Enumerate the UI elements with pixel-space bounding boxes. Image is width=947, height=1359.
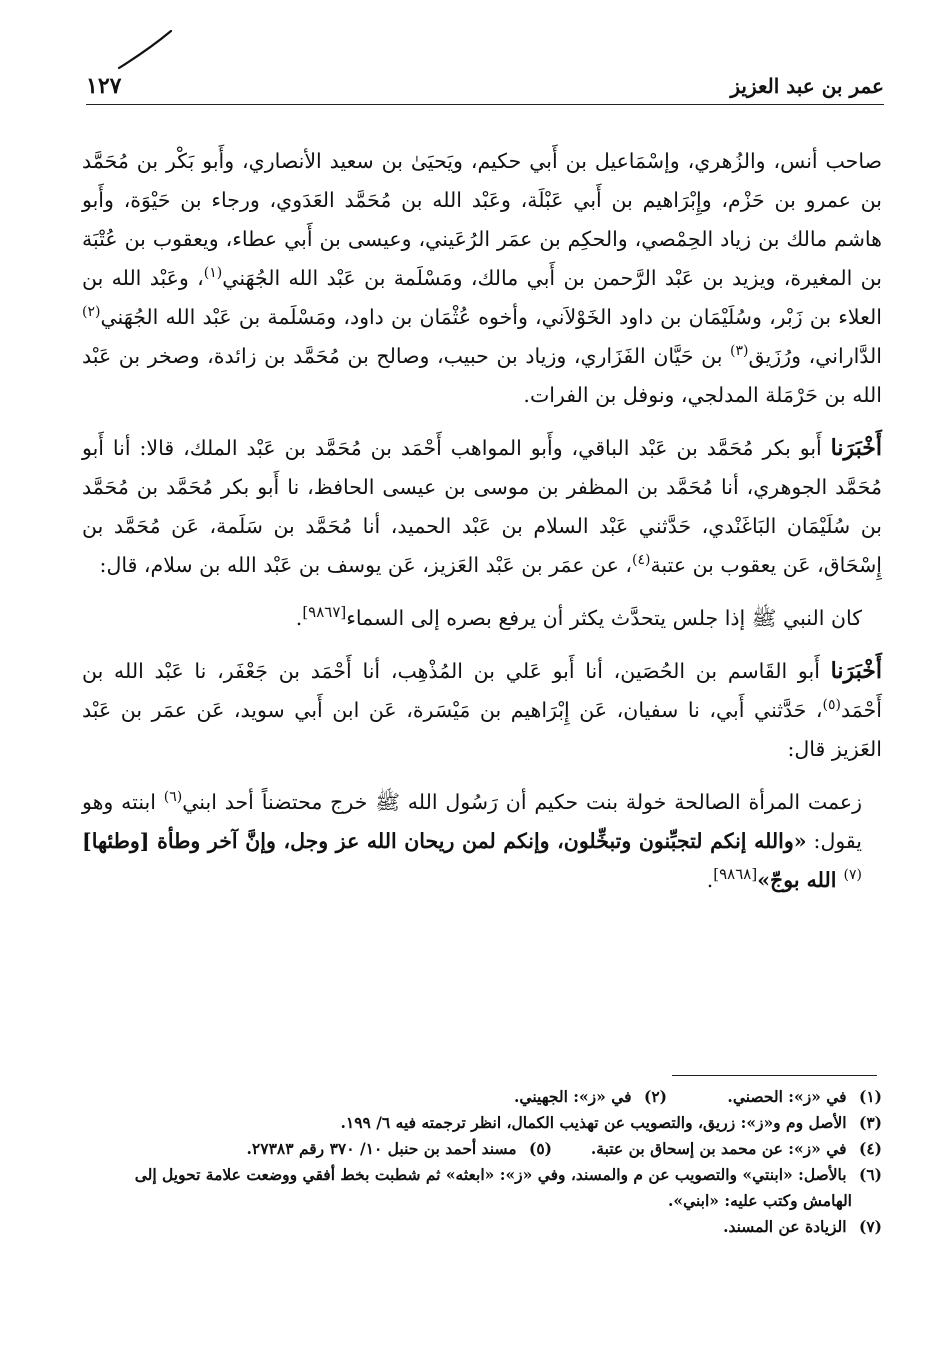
- footnote-3: [90, 1110, 882, 1136]
- paragraph-text: ، حَدَّثني أَبي، نا سفيان، عَن إِبْرَاهيم بن مَيْسَرة، عَن ابن أَبي سويد، عَن عمَر بن عَبْد العَزيز قال:: [82, 698, 882, 761]
- footnote-6-continued: [90, 1188, 882, 1214]
- footnote-7: [90, 1214, 882, 1240]
- akhbarana-lead: أَخْبَرَنا: [830, 435, 882, 461]
- footnote-separator: [672, 1075, 877, 1076]
- footnote-6: [90, 1162, 882, 1188]
- paragraph-isnad-1: [82, 429, 882, 585]
- footnote-ref: (٢): [82, 304, 101, 321]
- akhbarana-lead: أَخْبَرَنا: [830, 658, 882, 684]
- paragraph-isnad-2: [82, 652, 882, 769]
- prophet-saying-end: الله بوجّ»: [757, 868, 844, 892]
- footnote-text: الزيادة عن المسند.: [723, 1217, 847, 1236]
- footnote-number: (٢): [643, 1087, 667, 1106]
- footnote-ref: (٥): [822, 697, 842, 714]
- paragraph-narrators: [82, 142, 882, 415]
- footnote-text: في «ز»: الحصني.: [727, 1087, 847, 1106]
- footnote-number: (٣): [858, 1113, 882, 1132]
- prophet-saying: «والله إنكم لتجبِّنون وتبخِّلون، وإنكم لمن ريحان الله عز وجل، وإنَّ آخر وطأة [وطئها]: [82, 829, 807, 853]
- paragraph-text: الدَّاراني، ورُزَيق: [748, 344, 882, 368]
- period: .: [706, 868, 714, 892]
- footnote-ref: (٧): [843, 867, 862, 884]
- footnote-number: (٥): [528, 1139, 552, 1158]
- hadith-number: [٩٨٦٧]: [302, 603, 347, 622]
- paragraph-text: بن حَيَّان الفَزَاري، وزياد بن حبيب، وصالح بن مُحَمَّد بن زائدة، وصخر بن عَبْد الله بن حَرْمَلة المدلجي، ونوفل بن الفرات.: [82, 344, 882, 407]
- hadith-quote-1: كان النبي ﷺ إذا جلس يتحدَّث يكثر أن يرفع بصره إلى السماء[٩٨٦٧].: [295, 603, 862, 630]
- footnote-ref: (١): [203, 265, 223, 282]
- paragraph-text: صاحب أنس، والزُهري، وإسْمَاعيل بن أَبي حكيم، ويَحيَىٰ بن سعيد الأنصاري، وأَبو بَكْر بن مُحَمَّد بن عمرو بن حَزْم، وإِبْرَاهيم بن أَبي عَبْلَة، وعَبْد الله بن مُحَمَّد العَدَوي، ورجاء بن حَيْوَة، وأَبو هاشم مالك بن زياد الحِمْصي، والحكِم بن عمَر الرُعَيني، وعيسى بن أَبي عطاء، ويعقوب بن عُتْبَة بن المغيرة، ويزيد بن عَبْد الرَّحمن بن أَبي مالك، ومَسْلَمة بن عَبْد الله الجُهَني: [82, 149, 882, 290]
- paragraph-text: ، وعَبْد الله بن العلاء بن زَبْر، وسُلَيْمَان بن داود الخَوْلاَني، وأخوه عُثْمَان بن داود، ومَسْلَمة بن عَبْد الله الجُهَني: [82, 266, 882, 329]
- footnote-ref: (٤): [631, 552, 651, 569]
- hadith-number: [٩٨٦٨]: [713, 865, 758, 884]
- footnote-1: [667, 1084, 882, 1110]
- page-header: [86, 72, 884, 105]
- handwritten-pen-mark: [115, 28, 175, 73]
- quote-text: كان النبي ﷺ إذا جلس يتحدَّث يكثر أن يرفع بصره إلى السماء: [346, 606, 862, 630]
- footnote-text: مسند أحمد بن حنبل ١٠/ ٣٧٠ رقم ٢٧٣٨٣.: [246, 1139, 517, 1158]
- footnote-ref: (٣): [730, 343, 749, 360]
- footnote-row: [90, 1136, 882, 1162]
- footnote-2: [514, 1084, 667, 1110]
- hadith-quote-2: [82, 783, 882, 900]
- footnote-number: (٤): [858, 1139, 882, 1158]
- paragraph-text: أَبو القَاسم بن الحُصَين، أنا أَبو عَلي بن المُذْهِب، أنا أَحْمَد بن جَعْفَر، نا عَبْد الله بن أَحْمَد: [82, 659, 882, 722]
- footnote-number: (٧): [858, 1217, 882, 1236]
- quote-text: زعمت المرأة الصالحة خولة بنت حكيم أن رَسُول الله ﷺ خرج محتضناً أحد ابني: [182, 790, 862, 814]
- running-title: عمر بن عبد العزيز: [730, 74, 884, 98]
- footnotes: [90, 1084, 882, 1240]
- quote-text: ابنته وهو يقول:: [82, 790, 862, 853]
- footnote-row: [90, 1084, 882, 1110]
- paragraph-text: أَبو بكر مُحَمَّد بن عَبْد الباقي، وأَبو المواهب أَحْمَد بن مُحَمَّد بن عَبْد الملك، قالا: أنا أَبو مُحَمَّد الجوهري، أنا مُحَمَّد بن المظفر بن موسى بن عيسى الحافظ، نا أَبو بكر مُحَمَّد بن مُحَمَّد بن سُلَيْمَان البَاغَنْدي، حَدَّثني عَبْد السلام بن عَبْد الحميد، أنا مُحَمَّد بن سَلَمة، عَن مُحَمَّد بن إِسْحَاق، عَن يعقوب بن عتبة: [82, 436, 882, 577]
- paragraph-text: ، عن عمَر بن عَبْد العَزيز، عَن يوسف بن عَبْد الله بن سلام، قال:: [99, 553, 632, 577]
- footnote-number: (١): [858, 1087, 882, 1106]
- footnote-text: الهامش وكتب عليه: «ابني».: [668, 1191, 852, 1210]
- main-text: [82, 142, 882, 914]
- footnote-text: الأصل وم و«ز»: زريق، والتصويب عن تهذيب الكمال، انظر ترجمته فيه ٦/ ١٩٩.: [340, 1113, 847, 1132]
- footnote-number: (٦): [858, 1165, 882, 1184]
- footnote-4: [552, 1136, 882, 1162]
- footnote-text: في «ز»: عن محمد بن إسحاق بن عتبة.: [590, 1139, 847, 1158]
- footnote-text: بالأصل: «ابنتي» والتصويب عن م والمسند، وفي «ز»: «ابعثه» ثم شطبت بخط أفقي ووضعت علامة تحويل إلى: [134, 1165, 847, 1184]
- footnote-5: [247, 1136, 552, 1162]
- footnote-text: في «ز»: الجهيني.: [514, 1087, 632, 1106]
- page-number: ١٢٧: [86, 73, 122, 99]
- footnote-ref: (٦): [163, 789, 183, 806]
